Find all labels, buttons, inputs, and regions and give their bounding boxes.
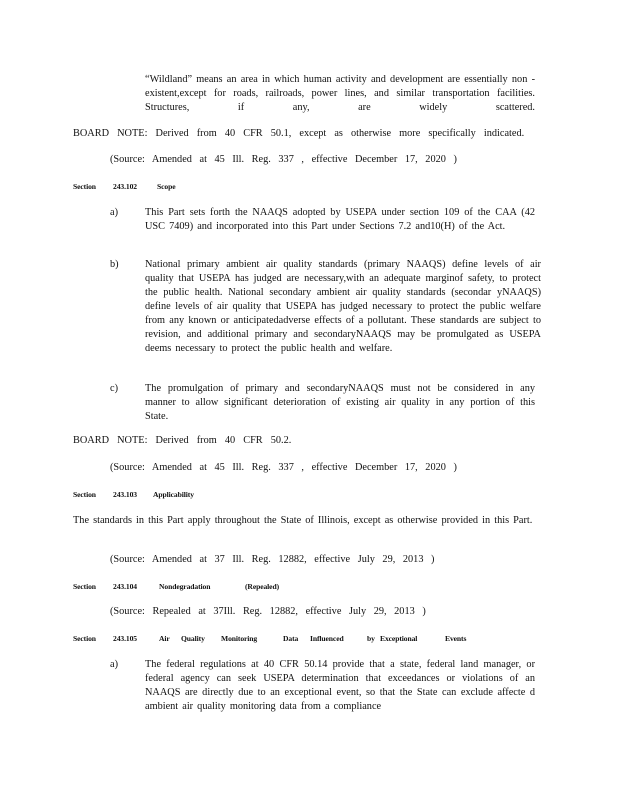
section-title-word: Influenced [310, 634, 344, 643]
section-title-word: by [367, 634, 375, 643]
source-note: (Source: Amended at 37 Ill. Reg. 12882, effective July 29, 2013 ) [110, 554, 435, 565]
section-heading-243-102 [73, 182, 273, 192]
applicability-paragraph: The standards in this Part apply throughout the State of Illinois, except as otherwise provided in this Part. [73, 515, 533, 526]
section-title: Nondegradation [159, 582, 211, 591]
section-label: Section [73, 182, 96, 191]
section-title-word: Quality [181, 634, 205, 643]
section-title: Applicability [153, 490, 194, 499]
item-letter: b) [110, 259, 119, 270]
section-title-word: Monitoring [221, 634, 258, 643]
section-number: 243.105 [113, 634, 137, 643]
scope-item-a: This Part sets forth the NAAQS adopted by USEPA under section 109 of the CAA (42 USC 7409) and incorporated into this Part under Sections 7.2 and10(H) of the Act. [145, 207, 535, 232]
section-title-word: Air [159, 634, 170, 643]
scope-item-b: National primary ambient air quality standards (primary NAAQS) define levels of air quality that USEPA has judged are necessary,with an adequate marginof safety, to protect the public health. National secondary ambient air quality standards (secondar yNAAQS) define levels of air quality that USEPA has judged necessary to protect the public welfare from any known or anticipatedadverse effects of a pollutant. These standards are subject to revision, and additional primary and secondaryNAAQS may be promulgated as USEPA deems necessary to protect the public health and welfare. [145, 259, 541, 354]
events-item-a: The federal regulations at 40 CFR 50.14 provide that a state, federal land manager, or federal agency can seek USEPA determination that exceedances or violations of an NAAQS are directly due to an exceptional event, so that the State can exclude affecte d ambient air quality monitoring data from a compliance [145, 659, 535, 712]
section-title-word: Data [283, 634, 299, 643]
item-letter: c) [110, 383, 118, 394]
source-note: (Source: Amended at 45 Ill. Reg. 337 , effective December 17, 2020 ) [110, 462, 457, 473]
section-label: Section [73, 582, 96, 591]
scope-item-c: The promulgation of primary and secondaryNAAQS must not be considered in any manner to allow significant deterioration of existing air quality in any portion of this State. [145, 383, 535, 422]
section-title: Scope [157, 182, 176, 191]
section-heading-243-105 [73, 634, 473, 644]
section-title-word: Events [445, 634, 467, 643]
section-title-word: Exceptional [380, 634, 418, 643]
section-number: 243.103 [113, 490, 137, 499]
wildland-definition: “Wildland” means an area in which human activity and development are essentially non -existent,except for roads, railroads, power lines, and similar transportation facilities. Structures, if any, are widely scattered. [145, 74, 535, 113]
section-number: 243.104 [113, 582, 137, 591]
board-note: BOARD NOTE: Derived from 40 CFR 50.2. [73, 435, 292, 446]
section-label: Section [73, 490, 96, 499]
board-note: BOARD NOTE: Derived from 40 CFR 50.1, except as otherwise more specifically indicated. [73, 128, 525, 139]
section-heading-243-103 [73, 490, 273, 500]
source-note: (Source: Amended at 45 Ill. Reg. 337 , effective December 17, 2020 ) [110, 154, 457, 165]
item-letter: a) [110, 659, 118, 670]
section-status: (Repealed) [245, 582, 280, 591]
section-heading-243-104 [73, 582, 333, 592]
source-note: (Source: Repealed at 37Ill. Reg. 12882, effective July 29, 2013 ) [110, 606, 426, 617]
section-label: Section [73, 634, 96, 643]
item-letter: a) [110, 207, 118, 218]
section-number: 243.102 [113, 182, 137, 191]
